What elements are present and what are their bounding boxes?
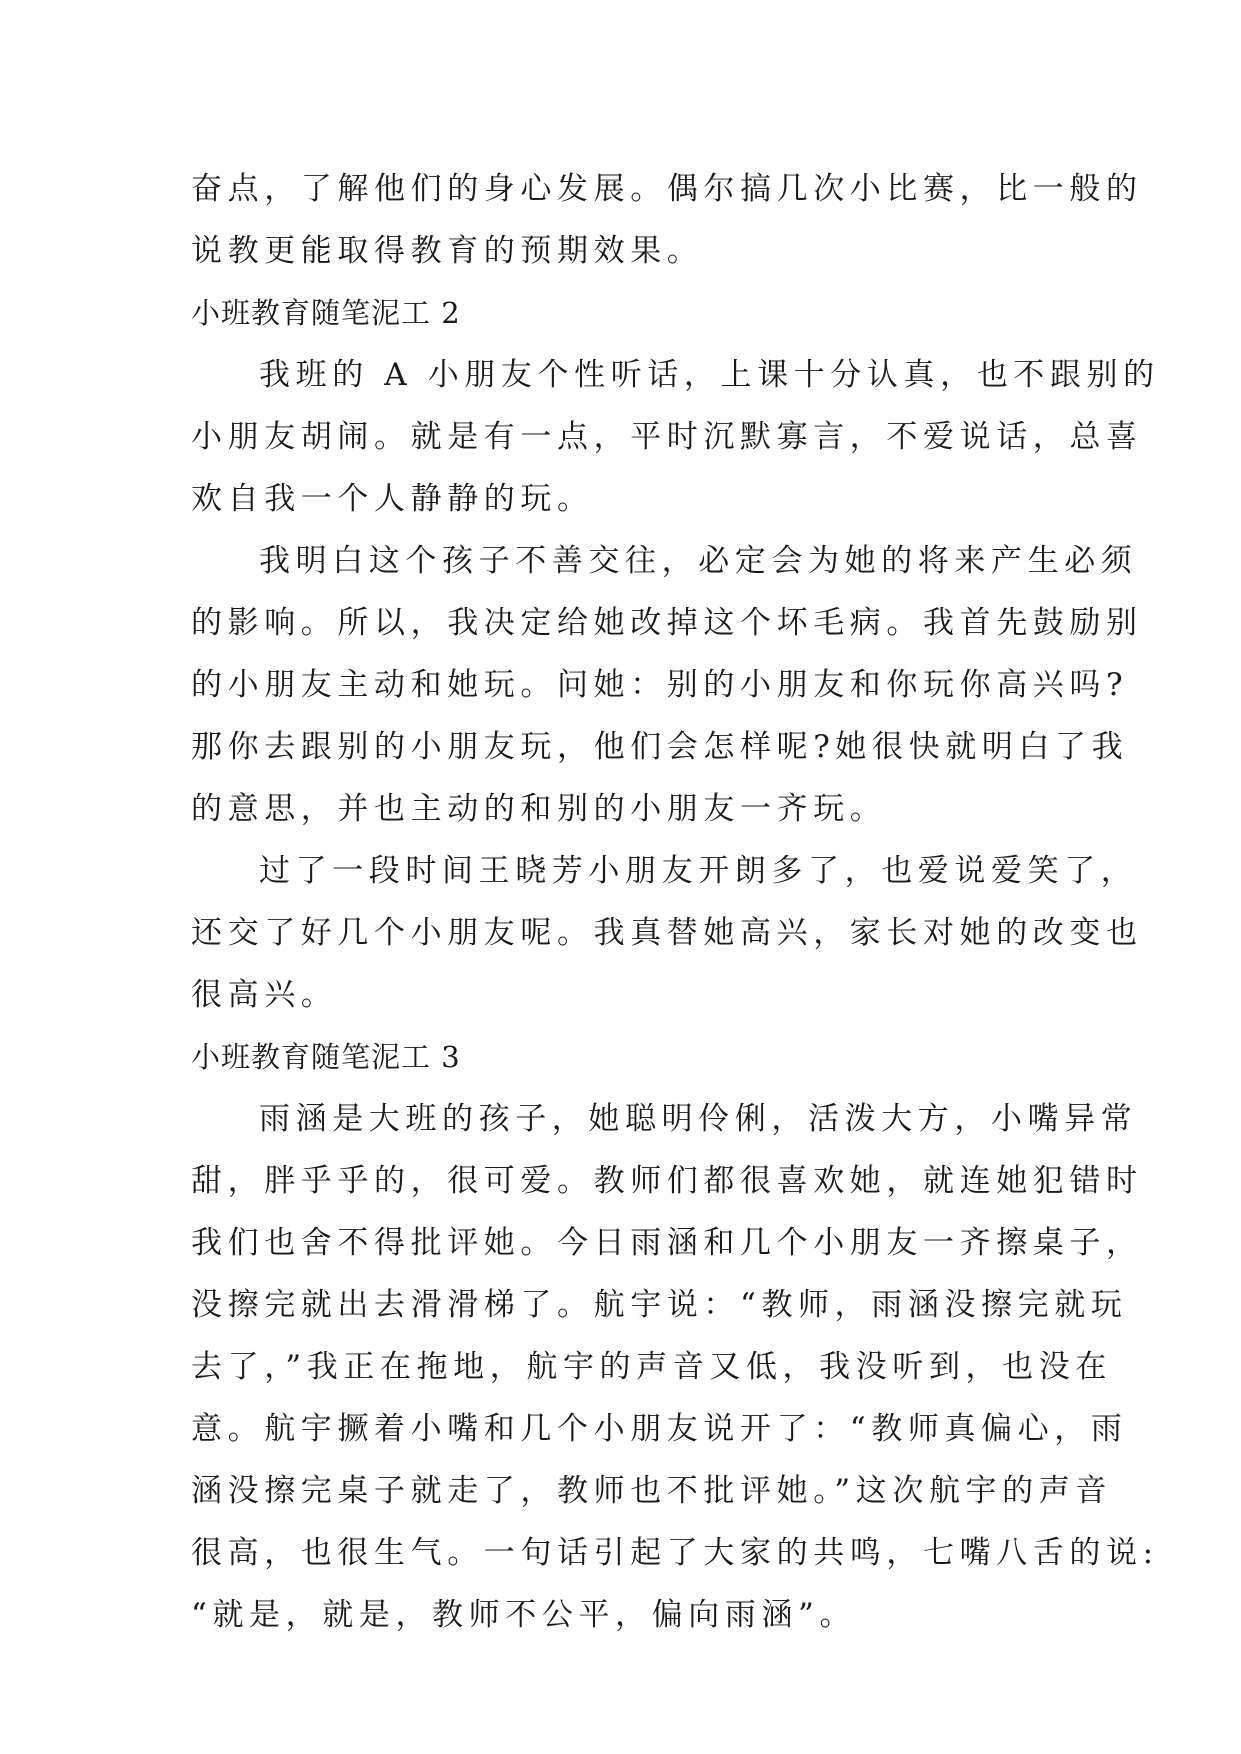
text-line: 的意思，并也主动的和别的小朋友一齐玩。 [191, 791, 887, 827]
text-line: 我们也舍不得批评她。今日雨涵和几个小朋友一齐擦桌子， [191, 1225, 1143, 1261]
text-line: 还交了好几个小朋友呢。我真替她高兴，家长对她的改变也 [191, 915, 1143, 951]
text-line: 那你去跟别的小朋友玩，他们会怎样呢?她很快就明白了我 [191, 729, 1129, 765]
paragraph [191, 840, 1143, 1026]
paragraph [191, 530, 1143, 840]
section-heading: 小班教育随笔泥工 3 [191, 1040, 461, 1074]
text-line: 甜，胖乎乎的，很可爱。教师们都很喜欢她，就连她犯错时 [191, 1163, 1143, 1199]
text-line: 我班的 A 小朋友个性听话，上课十分认真，也不跟别的 [259, 357, 1160, 393]
paragraph [191, 158, 1143, 282]
text-line: 很高兴。 [191, 977, 338, 1013]
text-line: 去了，”我正在拖地，航宇的声音又低，我没听到，也没在 [191, 1349, 1112, 1385]
text-line: 欢自我一个人静静的玩。 [191, 481, 594, 517]
text-line: 说教更能取得教育的预期效果。 [191, 233, 704, 269]
text-line: 的影响。所以，我决定给她改掉这个坏毛病。我首先鼓励别 [191, 605, 1143, 641]
section-heading: 小班教育随笔泥工 2 [191, 296, 461, 330]
text-line: 雨涵是大班的孩子，她聪明伶俐，活泼大方，小嘴异常 [259, 1101, 1138, 1137]
text-line: 涵没擦完桌子就走了，教师也不批评她。”这次航宇的声音 [191, 1473, 1112, 1509]
paragraph [191, 344, 1160, 530]
text-line: 很高，也很生气。一句话引起了大家的共鸣，七嘴八舌的说: [191, 1535, 1159, 1571]
text-line: 没擦完就出去滑滑梯了。航宇说：“教师，雨涵没擦完就玩 [191, 1287, 1128, 1323]
text-line: 意。航宇撅着小嘴和几个小朋友说开了：“教师真偏心，雨 [191, 1411, 1128, 1447]
text-line: 过了一段时间王晓芳小朋友开朗多了，也爱说爱笑了， [259, 853, 1138, 889]
text-line: “就是，就是，教师不公平，偏向雨涵”。 [191, 1597, 857, 1633]
text-line: 奋点，了解他们的身心发展。偶尔搞几次小比赛，比一般的 [191, 171, 1143, 207]
paragraph [191, 1088, 1159, 1646]
document-page [191, 158, 1160, 1646]
text-line: 小朋友胡闹。就是有一点，平时沉默寡言，不爱说话，总喜 [191, 419, 1143, 455]
text-line: 我明白这个孩子不善交往，必定会为她的将来产生必须 [259, 543, 1138, 579]
text-line: 的小朋友主动和她玩。问她：别的小朋友和你玩你高兴吗? [191, 667, 1129, 703]
